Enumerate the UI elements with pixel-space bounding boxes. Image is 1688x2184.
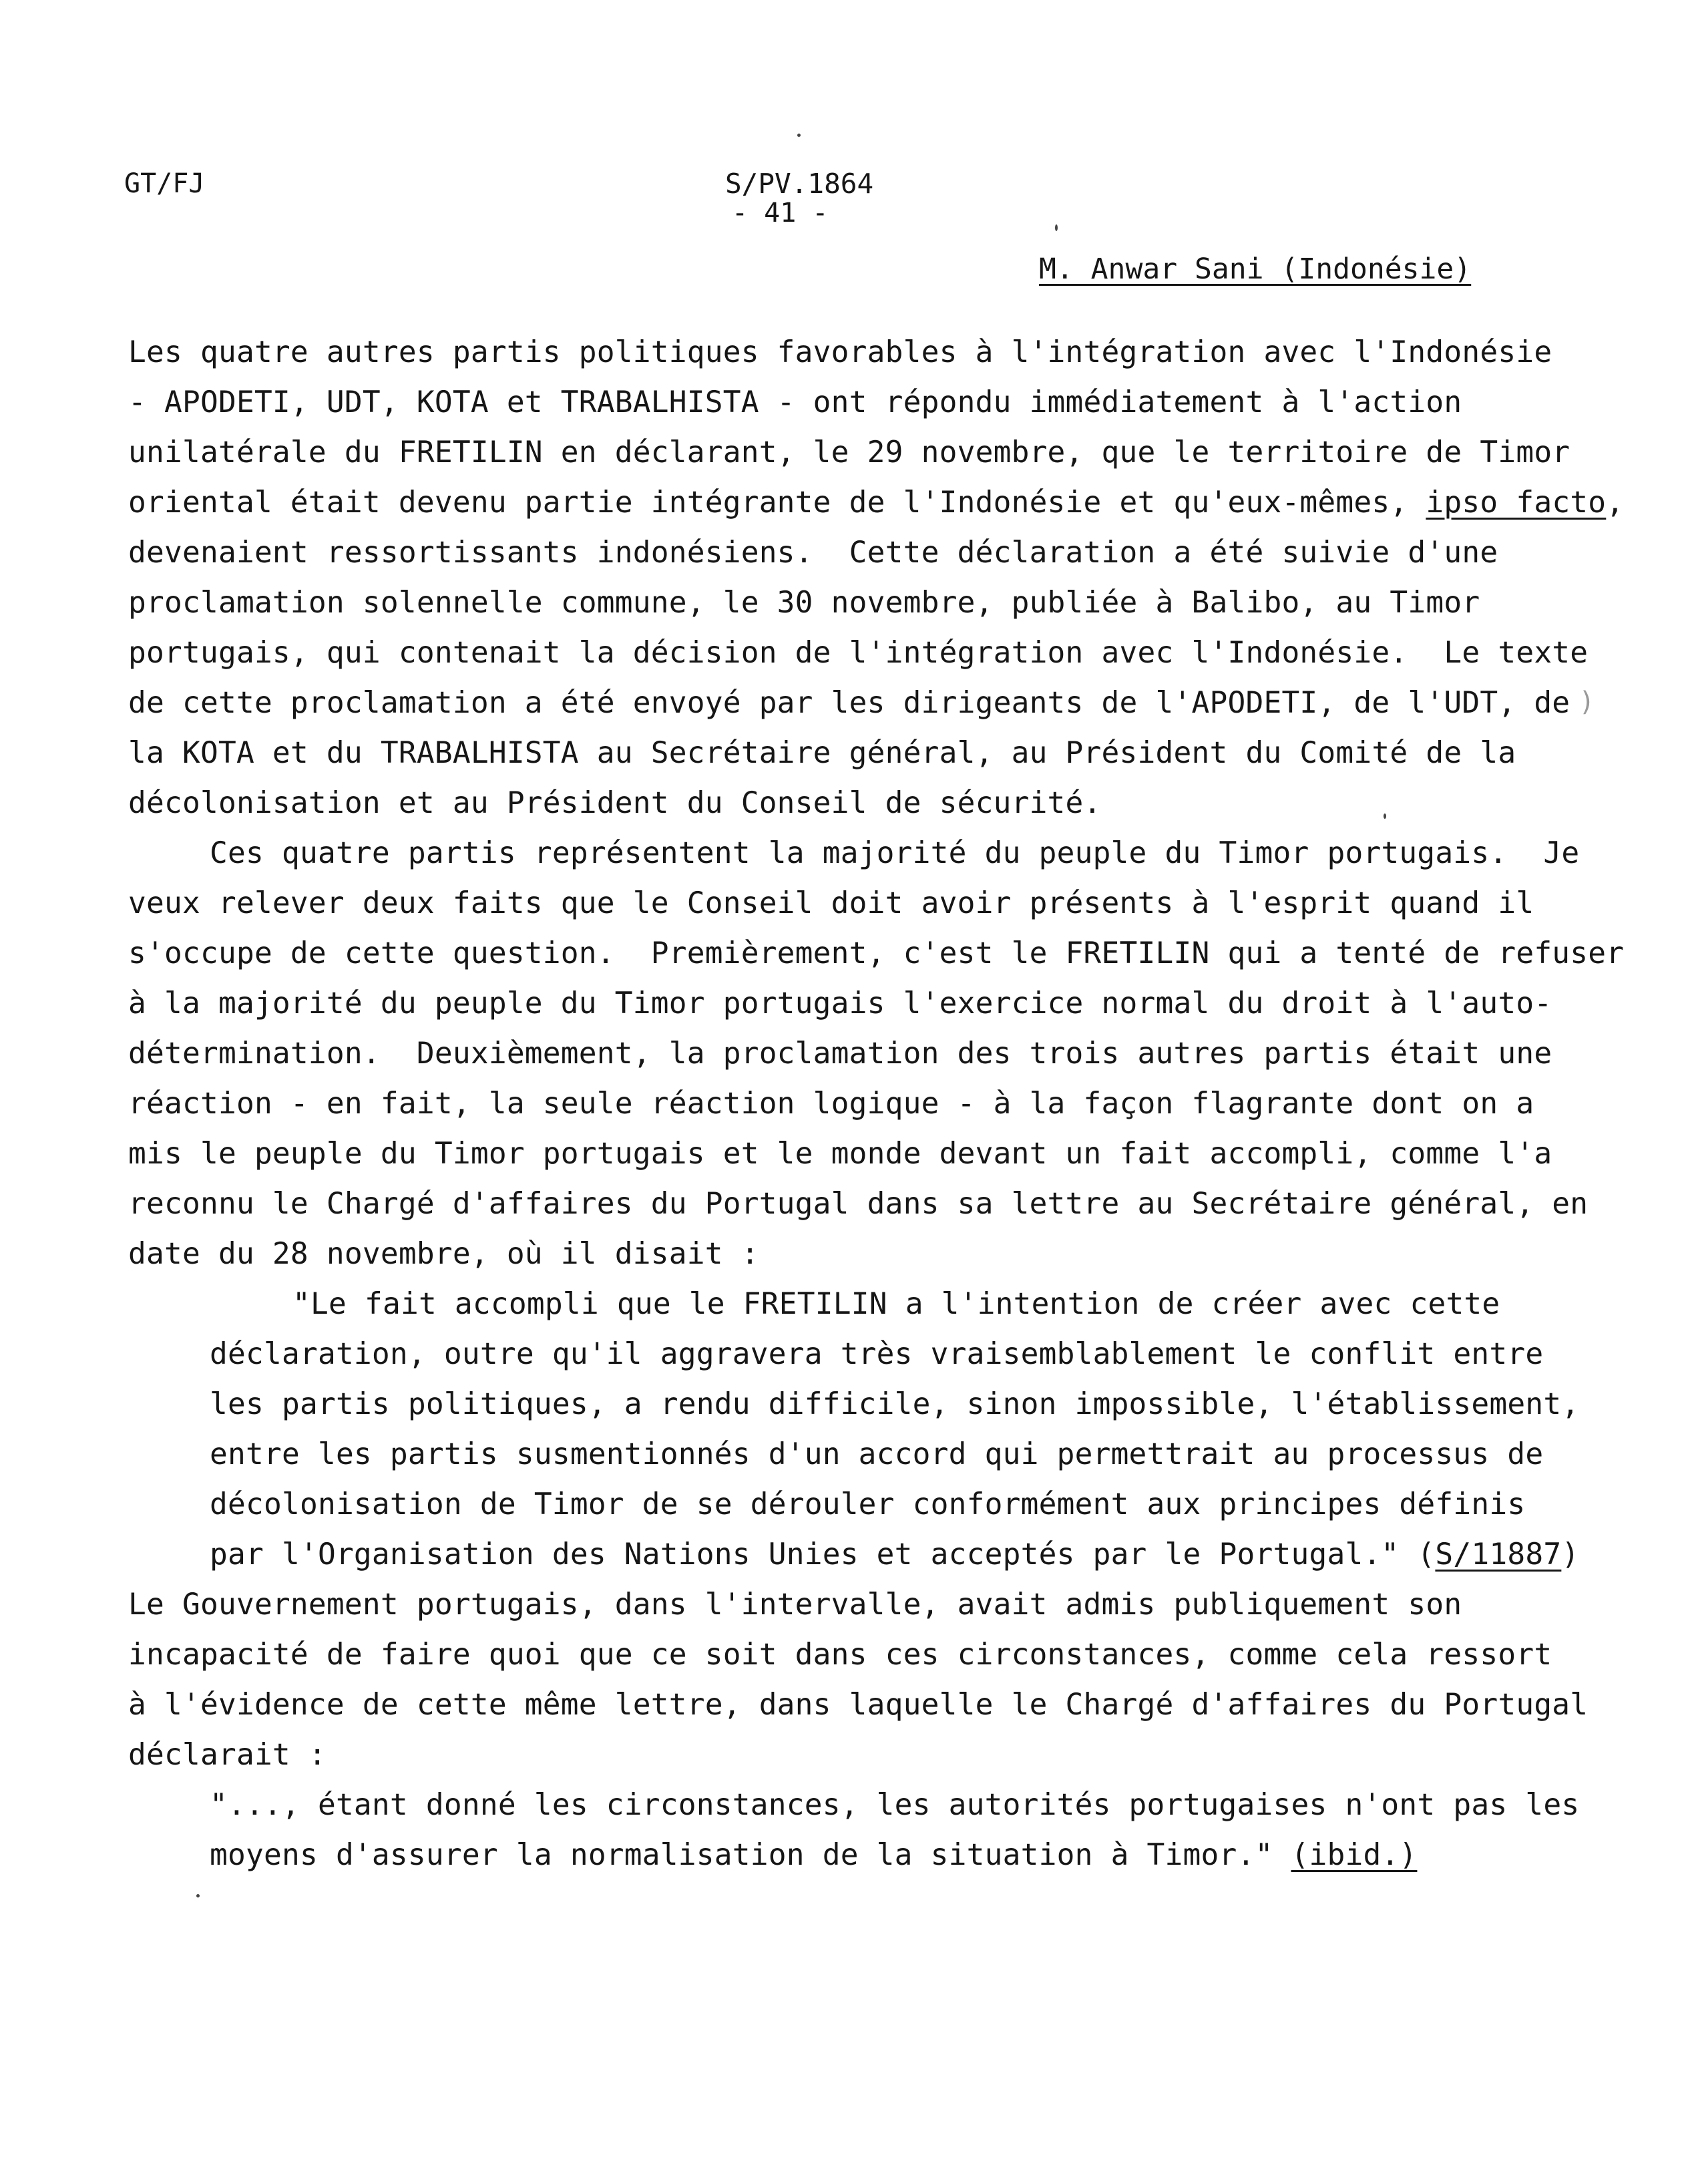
paragraph-2-line-6: réaction - en fait, la seule réaction logique - à la façon flagrante dont on a: [128, 1087, 1534, 1121]
scan-speck: [196, 1894, 200, 1897]
line-text: moyens d'assurer la normalisation de la situation à Timor.": [210, 1838, 1291, 1872]
line-text: ): [1561, 1537, 1580, 1572]
paragraph-1-line-3: unilatérale du FRETILIN en déclarant, le 29 novembre, que le territoire de Timor: [128, 435, 1570, 470]
paragraph-2-line-5: détermination. Deuxièmement, la proclamation des trois autres partis était une: [128, 1037, 1552, 1071]
paragraph-2-line-7: mis le peuple du Timor portugais et le monde devant un fait accompli, comme l'a: [128, 1137, 1552, 1171]
scan-speck: [797, 134, 801, 137]
margin-mark: ): [1581, 687, 1592, 717]
left-code: GT/FJ: [124, 168, 205, 199]
ibid-reference: (ibid.): [1291, 1838, 1418, 1872]
scan-speck: [1055, 224, 1058, 231]
speaker-name: M. Anwar Sani (Indonésie): [1039, 252, 1472, 286]
paragraph-2-line-4: à la majorité du peuple du Timor portugais l'exercice normal du droit à l'auto-: [128, 986, 1552, 1021]
paragraph-2-line-3: s'occupe de cette question. Premièrement, c'est le FRETILIN qui a tenté de refuser: [128, 936, 1625, 970]
quote-2-line-1: "..., étant donné les circonstances, les autorités portugaises n'ont pas les: [210, 1788, 1580, 1822]
paragraph-3-line-3: à l'évidence de cette même lettre, dans laquelle le Chargé d'affaires du Portugal: [128, 1688, 1589, 1722]
document-reference: S/11887: [1435, 1537, 1562, 1572]
paragraph-1-line-7: portugais, qui contenait la décision de l'intégration avec l'Indonésie. Le texte: [128, 636, 1589, 670]
line-text: oriental était devenu partie intégrante de l'Indonésie et qu'eux-mêmes,: [128, 486, 1426, 520]
paragraph-1-line-6: proclamation solennelle commune, le 30 novembre, publiée à Balibo, au Timor: [128, 586, 1480, 620]
page-number: - 41 -: [732, 198, 829, 228]
paragraph-2-line-2: veux relever deux faits que le Conseil doit avoir présents à l'esprit quand il: [128, 886, 1534, 920]
paragraph-1-line-8: de cette proclamation a été envoyé par les dirigeants de l'APODETI, de l'UDT, de: [128, 686, 1570, 720]
paragraph-1-line-4: [128, 478, 1624, 528]
quote-1-line-6: [210, 1529, 1579, 1580]
paragraph-1-line-5: devenaient ressortissants indonésiens. Cette déclaration a été suivie d'une: [128, 536, 1498, 570]
paragraph-1-line-1: Les quatre autres partis politiques favorables à l'intégration avec l'Indonésie: [128, 335, 1552, 369]
quote-1-line-5: décolonisation de Timor de se dérouler conformément aux principes définis: [210, 1487, 1526, 1521]
line-text: ,: [1606, 486, 1625, 520]
paragraph-1-line-2: - APODETI, UDT, KOTA et TRABALHISTA - ont répondu immédiatement à l'action: [128, 385, 1462, 419]
paragraph-3-line-2: incapacité de faire quoi que ce soit dans ces circonstances, comme cela ressort: [128, 1638, 1552, 1672]
doc-symbol: S/PV.1864: [725, 168, 874, 200]
quote-2-line-2: [210, 1830, 1417, 1880]
quote-1-line-2: déclaration, outre qu'il aggravera très vraisemblablement le conflit entre: [210, 1337, 1544, 1371]
quote-1-line-1: "Le fait accompli que le FRETILIN a l'intention de créer avec cette: [292, 1287, 1500, 1321]
line-text: par l'Organisation des Nations Unies et acceptés par le Portugal." (: [210, 1537, 1436, 1572]
ipso-facto: ipso facto: [1426, 486, 1607, 520]
quote-1-line-4: entre les partis susmentionnés d'un accord qui permettrait au processus de: [210, 1437, 1544, 1471]
quote-1-line-3: les partis politiques, a rendu difficile, sinon impossible, l'établissement,: [210, 1387, 1580, 1421]
paragraph-2-line-8: reconnu le Chargé d'affaires du Portugal dans sa lettre au Secrétaire général, en: [128, 1187, 1589, 1221]
paragraph-3-line-4: déclarait :: [128, 1738, 327, 1772]
paragraph-2-line-1: Ces quatre partis représentent la majorité du peuple du Timor portugais. Je: [210, 836, 1580, 870]
paragraph-3-line-1: Le Gouvernement portugais, dans l'intervalle, avait admis publiquement son: [128, 1588, 1462, 1622]
paragraph-1-line-10: décolonisation et au Président du Conseil de sécurité.: [128, 786, 1102, 820]
paragraph-2-line-9: date du 28 novembre, où il disait :: [128, 1237, 759, 1271]
paragraph-1-line-9: la KOTA et du TRABALHISTA au Secrétaire général, au Président du Comité de la: [128, 736, 1516, 770]
scan-speck: [1384, 813, 1386, 819]
